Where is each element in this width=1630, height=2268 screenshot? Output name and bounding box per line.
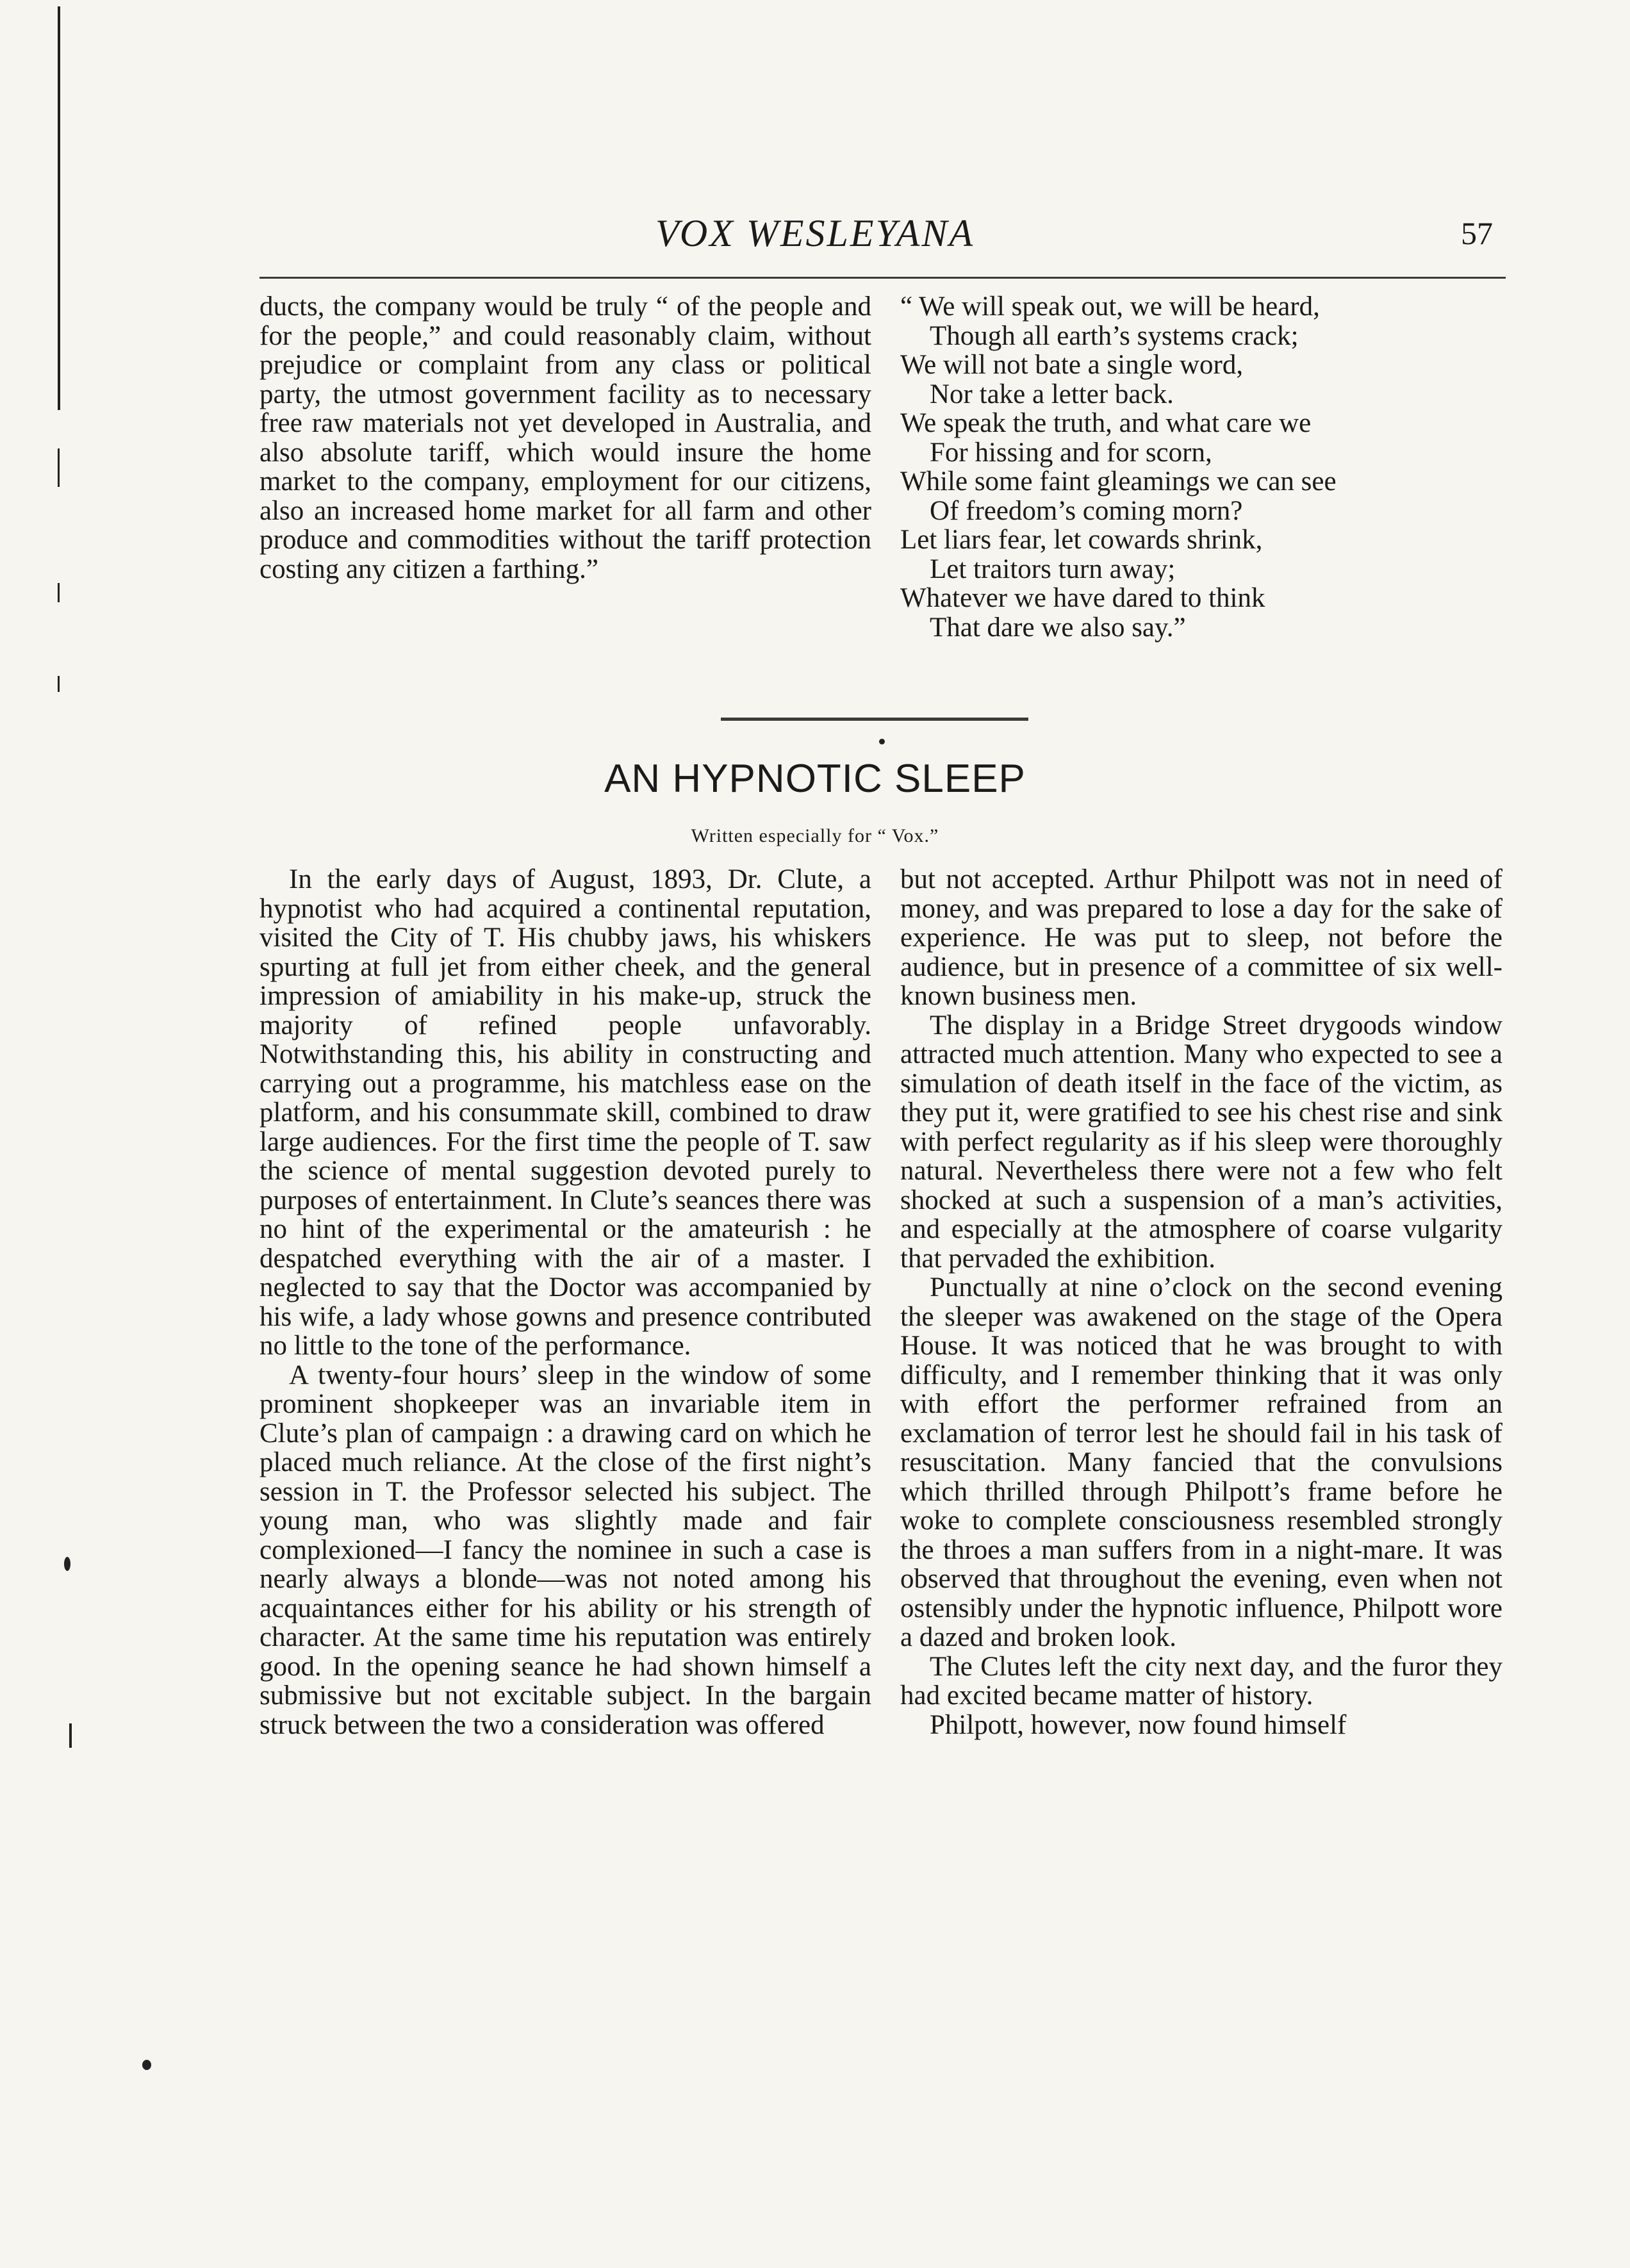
poem-line: “ We will speak out, we will be heard,: [900, 292, 1320, 322]
poem-line: Whatever we have dared to think: [900, 583, 1265, 613]
scan-mark: [58, 583, 60, 602]
scan-edge-line: [58, 6, 60, 410]
article-paragraph: Philpott, however, now found himself: [930, 1709, 1347, 1740]
scan-mark: [58, 676, 60, 692]
scan-mark: [69, 1723, 72, 1748]
article-subtitle: Written especially for “ Vox.”: [691, 825, 939, 846]
article-paragraph: The display in a Bridge Street drygoods window attracted much attention. Many who expected to see a simulation of death itself in the face of the victim, as they put it, were gratified to see his chest rise and sink with perfect regularity as if his sleep were thoroughly natural. Nevertheless there were not a few who felt shocked at such a suspension of a man’s activities, and especially at the atmosphere of coarse vulgarity that pervaded the exhibition.: [900, 1010, 1502, 1274]
running-header-title: VOX WESLEYANA: [655, 212, 975, 254]
article-paragraph: In the early days of August, 1893, Dr. Clute, a hypnotist who had acquired a continental reputation, visited the City of T. His chubby jaws, his whiskers spurting at full jet from either cheek, and the general impression of amiability in his make-up, struck the majority of refined people unfavorably. Notwithstanding this, his ability in constructing and carrying out a programme, his matchless ease on the platform, and his consummate skill, combined to draw large audiences. For the first time the people of T. saw the science of mental suggestion devoted purely to purposes of entertainment. In Clute’s seances there was no hint of the experimental or the amateurish : he despatched everything with the air of a master. I neglected to say that the Doctor was accompanied by his wife, a lady whose gowns and presence contributed no little to the tone of the performance.: [259, 864, 871, 1361]
article-left-column: [259, 865, 871, 1739]
page-number: 57: [1461, 215, 1493, 251]
poem: [900, 292, 1502, 642]
poem-line: We speak the truth, and what care we: [900, 408, 1312, 438]
poem-line: Let traitors turn away;: [930, 554, 1176, 584]
article-paragraph: Punctually at nine o’clock on the second evening the sleeper was awakened on the stage of the Opera House. It was noticed that he was brought to with difficulty, and I remember thinking that it was only with effort the performer refrained from an exclamation of terror lest he should fail in his task of resuscitation. Many fancied that the convulsions which thrilled through Philpott’s frame before he woke to complete consciousness resembled strongly the throes a man suffers from in a night-mare. It was observed that throughout the evening, even when not ostensibly under the hypnotic influence, Philpott wore a dazed and broken look.: [900, 1272, 1502, 1652]
article-title: AN HYPNOTIC SLEEP: [604, 757, 1026, 801]
poem-line: That dare we also say.”: [930, 612, 1186, 643]
poem-line: While some faint gleamings we can see: [900, 466, 1337, 497]
poem-line: Nor take a letter back.: [930, 379, 1174, 409]
poem-line: For hissing and for scorn,: [930, 437, 1212, 468]
section-divider: [721, 718, 1028, 721]
article-right-column: [900, 865, 1502, 1739]
article-paragraph: A twenty-four hours’ sleep in the window of some prominent shopkeeper was an invariable item in Clute’s plan of campaign : a drawing card on which he placed much reliance. At the close of the first night’s session in T. the Professor selected his subject. The young man, who was slightly made and fair complexioned—I fancy the nominee in such a case is nearly always a blonde—was not noted among his acquaintances either for his ability or his strength of character. At the same time his reputation was entirely good. In the opening seance he had shown himself a submissive but not excitable subject. In the bargain struck between the two a consideration was offered: [259, 1360, 871, 1740]
article-paragraph: but not accepted. Arthur Philpott was not in need of money, and was prepared to lose a day for the sake of experience. He was put to sleep, not before the audience, but in presence of a committee of six well-known business men.: [900, 864, 1502, 1011]
poem-line: Of freedom’s coming morn?: [930, 495, 1243, 526]
poem-line: We will not bate a single word,: [900, 350, 1244, 380]
top-left-column: [259, 292, 871, 584]
scan-mark: [58, 448, 60, 487]
article-paragraph: The Clutes left the city next day, and the furor they had excited became matter of history.: [900, 1651, 1502, 1711]
scan-mark: [64, 1557, 70, 1571]
header-rule: [259, 277, 1506, 279]
top-left-paragraph: ducts, the company would be truly “ of the people and for the people,” and could reasonably claim, without prejudice or complaint from any class or political party, the utmost government facility as to necessary free raw materials not yet developed in Australia, and also absolute tariff, which would insure the home market to the company, employment for our citizens, also an increased home market for all farm and other produce and commodities without the tariff protection costing any citizen a farthing.”: [259, 292, 871, 584]
poem-line: Let liars fear, let cowards shrink,: [900, 525, 1263, 555]
scan-dot: [142, 2060, 151, 2070]
divider-dot: [879, 739, 885, 744]
poem-line: Though all earth’s systems crack;: [930, 320, 1299, 351]
